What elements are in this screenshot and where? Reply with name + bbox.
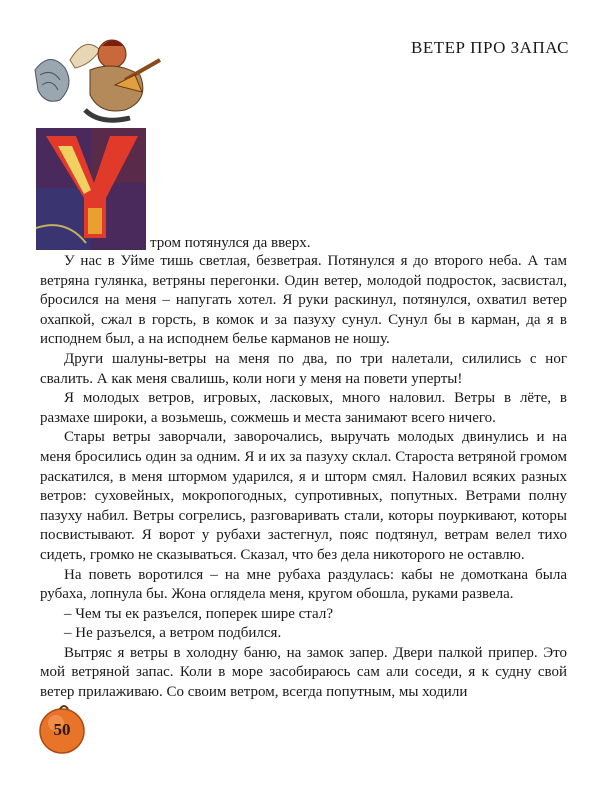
first-line-continuation: тром потянулся да вверх. (150, 235, 311, 251)
running-title: ВЕТЕР ПРО ЗАПАС (410, 38, 569, 57)
dialogue-line: – Не разъелся, а ветром подбился. (64, 625, 282, 642)
paragraph: Вытряс я ветры в холодну баню, на замок запер. Двери палкой припер. Это мой ветряной запас. Коли в море засобираюсь сам али соседи, я к судну свой ветер прилаживаю. Со своим ветром, всегда попутным, мы ходили (40, 644, 567, 701)
paragraph: Я молодых ветров, игровых, ласковых, много наловил. Ветры в лёте, в размахе широки, а возьмешь, сожмешь и места занимают всего ничего. (40, 390, 567, 426)
page-number: 50 (53, 720, 71, 739)
paragraph: У нас в Уйме тишь светлая, безветрая. Потянулся я до второго неба. А там ветряна гулянка, ветряны перегонки. Один ветер, молодой подросток, засвистал, бросился на меня – напугать хотел. Я руки раскинул, потянулся, охватил ветер охапкой, сжал в горсть, в комок и за пазуху сунул. Сунул бы в карман, да я в исподнем был, а на исподнем белье карманов не ношу. (40, 253, 567, 348)
story-text (40, 252, 567, 703)
paragraph: Други шалуны-ветры на меня по два, по три налетали, силились с ног свалить. А как меня свалишь, коли ноги у меня на повети уперты! (40, 350, 567, 387)
decorated-initial-letter (36, 128, 146, 250)
paragraph: Стары ветры заворчали, заворочались, выручать молодых двинулись и на меня бросились один за одним. Я и их за пазуху склал. Староста ветряной громом раскатился, в меня штормом ударился, я и шторм смял. Наловил всяких разных ветров: суховейных, мокропогодных, супротивных, попутных. Ветрами полну пазуху набил. Ветры согрелись, разговаривать стали, которы поуркивают, которы посвистывают. Я ворот у рубахи застегнул, пояс подтянул, ветрам велел тихо сидеть, громко не сказываться. Сказал, что без дела никоторого не оставлю. (40, 429, 567, 563)
dialogue-line: – Чем ты ек разъелся, поперек шире стал? (64, 605, 333, 622)
folk-musician-illustration (30, 30, 190, 125)
paragraph: На поветь воротился – на мне рубаха раздулась: кабы не домоткана была рубаха, лопнула бы. Жона оглядела меня, кругом обошла, руками развела. (40, 566, 567, 603)
